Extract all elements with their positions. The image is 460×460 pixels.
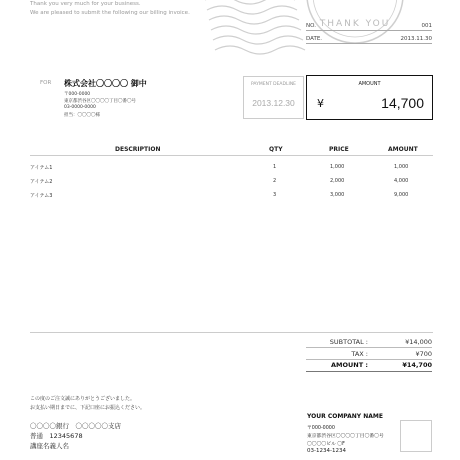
table-bottom-divider [30, 332, 433, 333]
row-1-amount: 1,000 [394, 164, 409, 170]
header-amount: AMOUNT [388, 146, 418, 153]
invoice-number-value: 001 [421, 23, 432, 29]
grand-total-value: ¥14,700 [402, 361, 432, 369]
header-qty: QTY [269, 146, 283, 153]
row-1-qty: 1 [273, 164, 277, 170]
for-label: FOR [40, 80, 52, 86]
row-3-description: アイテム3 [30, 193, 53, 199]
subtotal-value: ¥14,000 [405, 338, 432, 346]
header-price: PRICE [329, 146, 349, 153]
total-amount-currency: ¥ [317, 97, 324, 110]
invoice-date-value: 2013.11.30 [400, 36, 432, 42]
row-3-qty: 3 [273, 192, 277, 198]
client-person: 担当：〇〇〇〇様 [64, 113, 100, 118]
invoice-number-row [306, 21, 432, 31]
bank-name: 〇〇〇〇銀行 〇〇〇〇〇支店 [30, 422, 121, 430]
total-amount-label: AMOUNT [358, 81, 381, 87]
row-2-description: アイテム2 [30, 179, 53, 185]
client-address: 東京都渋谷区〇〇〇〇丁目〇番〇号 [64, 99, 136, 104]
company-address: 東京都渋谷区〇〇〇〇丁目〇番〇号 [307, 434, 384, 439]
company-postal: 〒000-0000 [307, 426, 335, 431]
thanks-line-2: お支払い期日までに、下記口座にお振込ください。 [30, 405, 146, 411]
client-postal: 〒000-0000 [64, 92, 91, 97]
tax-divider [306, 359, 432, 360]
tax-value: ¥700 [415, 350, 432, 358]
table-header-divider [30, 155, 433, 156]
payment-deadline-value: 2013.12.30 [252, 98, 295, 108]
row-2-price: 2,000 [330, 178, 345, 184]
row-2-qty: 2 [273, 178, 277, 184]
header-description: DESCRIPTION [115, 146, 161, 153]
row-3-price: 3,000 [330, 192, 345, 198]
company-seal-box [400, 420, 432, 452]
bank-account: 普通 12345678 [30, 432, 83, 440]
row-3-amount: 9,000 [394, 192, 409, 198]
company-tel: 03-1234-1234 [307, 448, 346, 454]
total-amount-value: 14,700 [381, 95, 424, 111]
intro-line-2: We are pleased to submit the following our billing invoice. [30, 10, 190, 16]
subtotal-divider [306, 347, 432, 348]
payment-deadline-label: PAYMENT DEADLINE [250, 82, 297, 87]
intro-line-1: Thank you very much for your business. [30, 1, 141, 7]
invoice-date-label: DATE. [306, 36, 323, 42]
total-amount-box [306, 75, 433, 120]
tax-label: TAX : [351, 350, 368, 358]
row-1-description: アイテム1 [30, 165, 53, 171]
row-2-amount: 4,000 [394, 178, 409, 184]
client-tel: 03-0000-0000 [64, 105, 96, 110]
invoice-number-label: NO. [306, 23, 316, 29]
thanks-line-1: この度のご注文誠にありがとうございました。 [30, 396, 136, 402]
intro-text [30, 0, 190, 18]
client-name: 株式会社〇〇〇〇 御中 [64, 79, 147, 88]
company-name: YOUR COMPANY NAME [307, 413, 383, 420]
grand-total-divider [306, 371, 432, 372]
stamp-text: THANK YOU [319, 19, 391, 29]
row-1-price: 1,000 [330, 164, 345, 170]
payment-deadline-box [243, 76, 304, 119]
company-building: 〇〇〇〇ビル 〇F [307, 442, 345, 447]
grand-total-label: AMOUNT : [330, 361, 368, 369]
invoice-date-row [306, 34, 432, 44]
subtotal-label: SUBTOTAL : [329, 338, 368, 346]
bank-account-holder: 講座名義人名 [30, 442, 69, 450]
